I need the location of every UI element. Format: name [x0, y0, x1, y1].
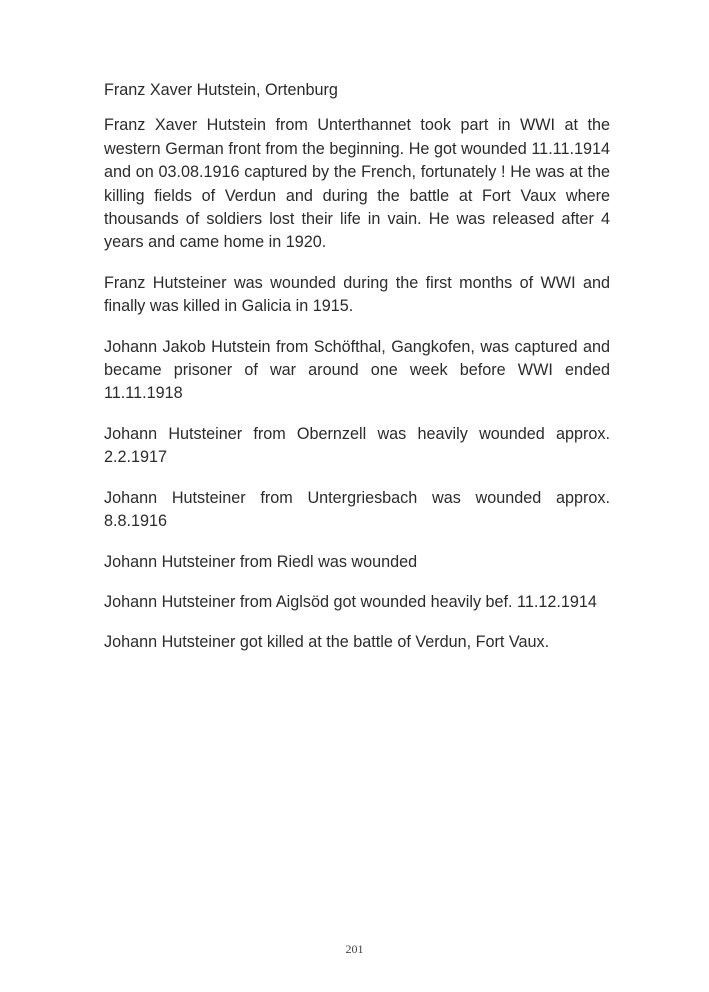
- section-heading: Franz Xaver Hutstein, Ortenburg: [104, 81, 338, 99]
- paragraph-johann-aiglsoed: Johann Hutsteiner from Aiglsöd got wounded heavily bef. 11.12.1914: [104, 592, 597, 611]
- paragraph-johann-jakob: Johann Jakob Hutstein from Schöfthal, Gangkofen, was captured and became prisoner of war around one week before WWI ended 11.11.1918: [104, 337, 610, 403]
- paragraph-johann-obernzell: Johann Hutsteiner from Obernzell was heavily wounded approx. 2.2.1917: [104, 424, 610, 467]
- page-number: 201: [345, 942, 364, 956]
- paragraph-franz-xaver: Franz Xaver Hutstein from Unterthannet took part in WWI at the western German front from the beginning. He got wounded 11.11.1914 and on 03.08.1916 captured by the French, fortunately ! He was at the killing fields of Verdun and during the battle at Fort Vaux where thousands of soldiers lost their life in vain. He was released after 4 years and came home in 1920.: [104, 116, 610, 252]
- paragraph-johann-verdun: Johann Hutsteiner got killed at the battle of Verdun, Fort Vaux.: [104, 633, 550, 652]
- paragraph-johann-untergriesbach: Johann Hutsteiner from Untergriesbach was wounded approx. 8.8.1916: [104, 488, 610, 531]
- paragraph-johann-riedl: Johann Hutsteiner from Riedl was wounded: [104, 552, 418, 571]
- document-body: [104, 79, 610, 672]
- paragraph-franz-hutsteiner: Franz Hutsteiner was wounded during the first months of WWI and finally was killed in Galicia in 1915.: [104, 273, 610, 316]
